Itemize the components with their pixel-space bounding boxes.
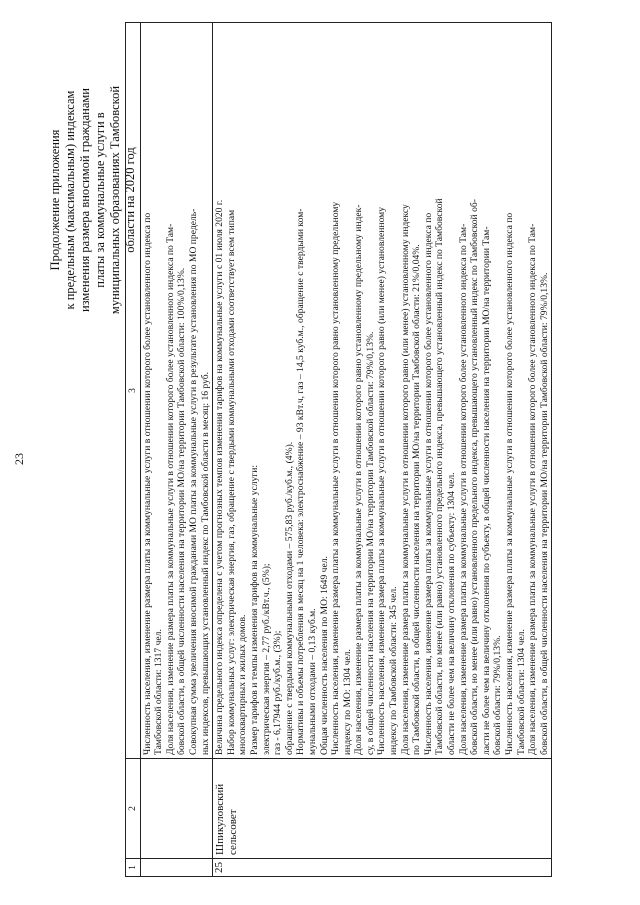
text-line: бовской области: 79%/0,13%. (492, 635, 504, 755)
text-line: ласти не более чем на величину отклонения по субъекту, в общей численности населения на территории МО/на территории Там- (480, 226, 492, 755)
title-line: муниципальных образованиях Тамбовской (108, 85, 122, 315)
description-cell (213, 23, 552, 759)
text-line: индексу по Тамбовской области: 345 чел. (388, 586, 400, 755)
text-line: по Тамбовской области, в общей численности населения на территории МО/на территории Тамбовской области: 21%/0,04%. (411, 244, 423, 755)
text-line: Тамбовской области: 1317 чел. (153, 629, 165, 755)
continued-description-cell (140, 23, 213, 759)
text-line: электрическая энергия – 2,77 руб./кВт.ч., (5%); (260, 563, 272, 755)
text-line: многоквартирных и жилых домов. (237, 614, 249, 755)
title-line: Продолжение приложения (48, 129, 62, 271)
title-line: к предельным (максимальным) индексам (63, 90, 77, 310)
title-line: области на 2020 год (123, 147, 137, 253)
text-line: Совокупная сумма увеличения вносимой гражданами МО платы за коммунальные услуги в результате установления по МО предель- (187, 208, 199, 755)
text-line: Доля населения, изменение размера платы за коммунальные услуги в отношении которого более установленного индекса по Там- (164, 223, 176, 755)
text-line: мунальными отходами – 0,13 куб.м. (306, 608, 318, 755)
text-line: Тамбовской области, но менее (или равно) установленного предельного индекса, превышающего установленный индекс по Тамбовской (434, 198, 446, 755)
row-number: 25 (213, 859, 552, 877)
text-line: Нормативы и объемы потребления в месяц на 1 человека: электроснабжение – 93 кВт.ч, газ – 14,5 куб.м., обращение с твердыми ком- (295, 208, 307, 755)
table-row (140, 23, 213, 877)
table-header-row (126, 23, 141, 877)
text-line: Доля населения, изменение размера платы за коммунальные услуги в отношении которого более установленного индекса по Там- (457, 223, 469, 755)
table-row (213, 23, 552, 877)
text-line: области не более чем на величину отклонения по субъекту: 1304 чел. (446, 472, 458, 755)
text-line: ных индексов, превышающих установленный индекс по Тамбовской области в месяц: 16 руб. (199, 371, 211, 755)
column-header: 2 (126, 759, 141, 859)
title-line: платы за коммунальные услуги в (93, 112, 107, 288)
text-line: Численность населения, изменение размера платы за коммунальные услуги в отношении которого более установленного индекса по (422, 212, 434, 755)
text-line: индексу по МО: 1304 чел. (341, 649, 353, 755)
text-line: Величина предельного индекса определена с учетом прогнозных темпов изменения тарифов на коммунальные услуги с 01 июля 2020 г. (214, 199, 226, 755)
text-line: Численность населения, изменение размера платы за коммунальные услуги в отношении которого более установленного индекса по (141, 212, 153, 755)
text-line: Доля населения, изменение размера платы за коммунальные услуги в отношении которого равно установленному предельному индек- (353, 204, 365, 755)
text-line: Размер тарифов и темпы изменения тарифов на коммунальные услуги: (248, 464, 260, 755)
text-line: Доля населения, изменение размера платы за коммунальные услуги в отношении которого равно (или менее) установленному индексу (399, 204, 411, 755)
text-line: газ - 6,17944 руб./куб.м., (3%); (272, 630, 284, 755)
text-line: Тамбовской области: 1304 чел. (515, 629, 527, 755)
text-line: Доля населения, изменение размера платы за коммунальные услуги в отношении которого более установленного индекса по Там- (527, 223, 539, 755)
municipality-name (213, 759, 552, 859)
text-line: бовской области, но менее (или равно) установленного предельного индекса, превышающего установленный индекс по Тамбовской об- (469, 199, 481, 755)
title-line: изменения размера вносимой гражданами (78, 88, 92, 313)
column-header: 1 (126, 859, 141, 877)
empty-cell (140, 759, 213, 859)
name-line: Шпикуловский (214, 783, 227, 855)
text-line: бовской области, в общей численности населения на территории МО/на территории Тамбовской области: 79%/0,13%. (538, 272, 550, 755)
text-line: Общая численность населения по МО: 1649 чел. (318, 556, 330, 755)
indices-table (125, 22, 552, 877)
text-line: Численность населения, изменение размера платы за коммунальные услуги в отношении которого равно установленному предельному (330, 201, 342, 755)
column-header: 3 (126, 23, 141, 759)
text-line: обращение с твердыми коммунальными отходами – 575,83 руб./куб.м., (4%). (283, 441, 295, 755)
text-line: бовской области, в общей численности населения на территории МО/на территории Тамбовской области: 100%/0,13%. (176, 267, 188, 755)
name-line: сельсовет (227, 809, 240, 855)
text-line: Набор коммунальных услуг: электрическая энергия, газ, обращение с твердыми коммунальными отходами соответствует всем типам (225, 209, 237, 755)
text-line: су, в общей численности населения на территории МО/на территории Тамбовской области: 79%/0,13%. (364, 331, 376, 755)
text-line: Численность населения, изменение размера платы за коммунальные услуги в отношении которого более установленного индекса по (504, 212, 515, 755)
page-number: 23 (12, 453, 26, 465)
text-line: Численность населения, изменение размера платы за коммунальные услуги в отношении которого равно (или менее) установленному (376, 206, 388, 755)
empty-cell (140, 859, 213, 877)
